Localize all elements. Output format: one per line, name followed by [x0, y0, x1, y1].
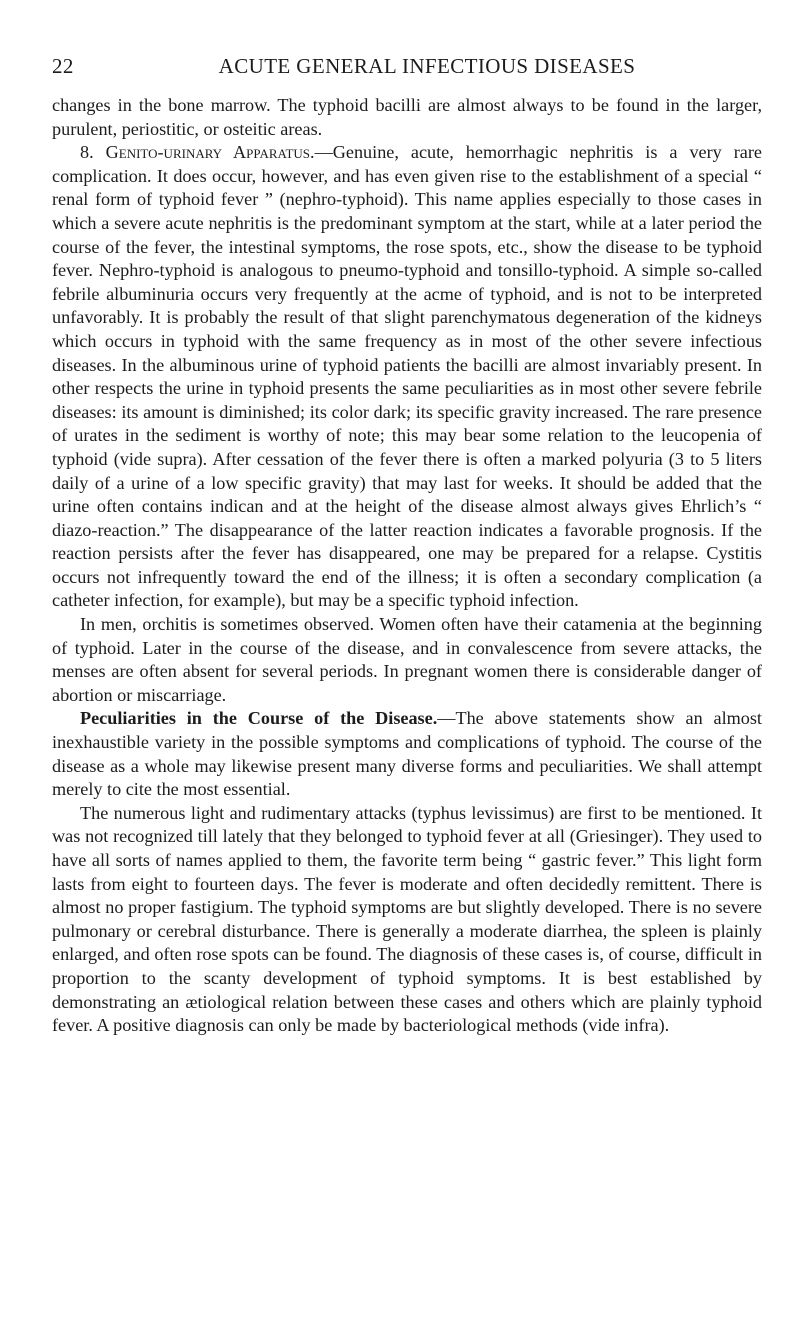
- paragraph-text: —The above statements show an almost inexhaustible variety in the possible symptoms and complications of typhoid. The course of the disease as a whole may likewise present many diverse forms and peculiarities. We shall attempt merely to cite the most essential.: [52, 708, 762, 800]
- paragraph-text: In men, orchitis is sometimes observed. Women often have their catamenia at the beginning of typhoid. Later in the course of the disease, and in convalescence from severe attacks, the menses are often absent for several periods. In pregnant women there is considerable danger of abortion or miscarriage.: [52, 614, 762, 705]
- paragraph-text: The numerous light and rudimentary attacks (typhus levissimus) are first to be mentioned. It was not recognized till lately that they belonged to typhoid fever at all (Griesinger). They used to have all sorts of names applied to them, the favorite term being “ gastric fever.” This light form lasts from eight to fourteen days. The fever is moderate and often decidedly remittent. There is almost no proper fastigium. The typhoid symptoms are but slightly developed. There is no severe pulmonary or cerebral disturbance. There is generally a moderate diarrhea, the spleen is plainly enlarged, and often rose spots can be found. The diagnosis of these cases is, of course, difficult in proportion to the scanty development of typhoid symptoms. It is best established by demonstrating an ætiological relation between these cases and others which are plainly typhoid fever. A positive diagnosis can only be made by bacteriological methods (vide infra).: [52, 802, 762, 1036]
- page-number: 22: [52, 54, 74, 78]
- body-text: [52, 94, 762, 1038]
- paragraph-peculiarities: [52, 707, 762, 801]
- paragraph-light-attacks: [52, 802, 762, 1038]
- paragraph-text: —Genuine, acute, hemorrhagic nephritis is a very rare complication. It does occur, however, and has even given rise to the establishment of a special “ renal form of typhoid fever ” (nephro-typhoid). This name applies especially to those cases in which a severe acute nephritis is the predominant symptom at the start, while at a later period the course of the fever, the intestinal symptoms, the rose spots, etc., show the disease to be typhoid fever. Nephro-typhoid is analogous to pneumo-typhoid and tonsillo-typhoid. A simple so-called febrile albuminuria occurs very frequently at the acme of typhoid, and is not to be interpreted unfavorably. It is probably the result of that slight parenchymatous degeneration of the kidneys which occurs in typhoid with the same frequency as in most of the other severe infectious diseases. In the albuminous urine of typhoid patients the bacilli are almost invariably present. In other respects the urine in typhoid presents the same peculiarities as in most other severe febrile diseases: its amount is diminished; its color dark; its specific gravity increased. The rare presence of urates in the sediment is worthy of note; this may bear some relation to the leucopenia of typhoid (vide supra). After cessation of the fever there is often a marked polyuria (3 to 5 liters daily of a urine of a low specific gravity) that may last for weeks. It should be added that the urine often contains indican and at the height of the disease almost always gives Ehrlich’s “ diazo-reaction.” The disappearance of the latter reaction indicates a favorable prognosis. If the reaction persists after the fever has disappeared, one may be prepared for a relapse. Cystitis occurs not infrequently toward the end of the illness; it is often a secondary complication (a catheter infection, for example), but may be a specific typhoid infection.: [52, 142, 762, 611]
- paragraph-bone-marrow: [52, 94, 762, 141]
- chapter-title: ACUTE GENERAL INFECTIOUS DISEASES: [218, 54, 636, 78]
- running-head: [52, 44, 762, 84]
- page-content: [52, 44, 762, 1038]
- paragraph-genito-urinary: [52, 141, 762, 613]
- paragraph-orchitis: [52, 613, 762, 707]
- section-heading-peculiarities: Peculiarities in the Course of the Disease.: [80, 708, 438, 729]
- section-heading-genito-urinary: 8. Genito-urinary Apparatus.: [80, 142, 315, 163]
- paragraph-text: changes in the bone marrow. The typhoid bacilli are almost always to be found in the larger, purulent, periostitic, or osteitic areas.: [52, 95, 762, 139]
